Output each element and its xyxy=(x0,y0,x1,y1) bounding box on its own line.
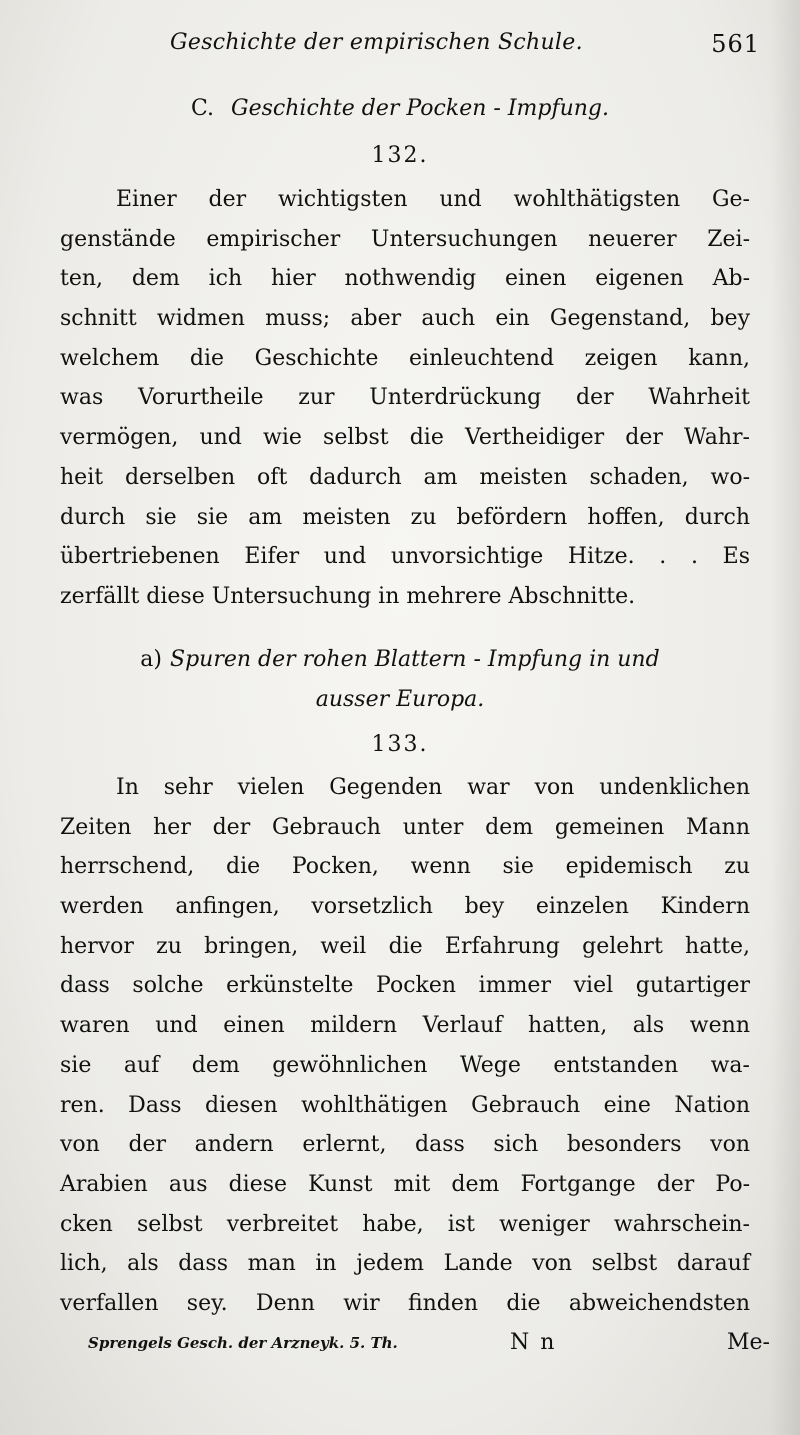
text-line: In sehr vielen Gegenden war von undenklichen xyxy=(116,775,750,800)
text-line: heit derselben oft dadurch am meisten schaden, wo- xyxy=(60,464,750,490)
text-line: werden anfingen, vorsetzlich bey einzelen Kindern xyxy=(60,894,750,920)
text-line: vermögen, und wie selbst die Vertheidiger der Wahr- xyxy=(60,425,750,451)
text-line: schnitt widmen muss; aber auch ein Gegenstand, bey xyxy=(60,306,750,332)
section-title-text: Geschichte der Pocken - Impfung. xyxy=(231,96,610,121)
text-line: durch sie sie am meisten zu befördern hoffen, durch xyxy=(60,504,750,530)
text-line: hervor zu bringen, weil die Erfahrung gelehrt hatte, xyxy=(60,933,750,959)
text-line: genstände empirischer Untersuchungen neuerer Zei- xyxy=(60,226,750,252)
text-line: ten, dem ich hier nothwendig einen eigenen Ab- xyxy=(60,266,750,292)
running-head: Geschichte der empirischen Schule. xyxy=(170,30,583,55)
text-line: dass solche erkünstelte Pocken immer viel gutartiger xyxy=(60,973,750,999)
text-line: welchem die Geschichte einleuchtend zeigen kann, xyxy=(60,345,750,371)
text-line: Arabien aus diese Kunst mit dem Fortgange der Po- xyxy=(60,1171,750,1197)
text-line: sie auf dem gewöhnlichen Wege entstanden wa- xyxy=(60,1052,750,1078)
text-line: waren und einen mildern Verlauf hatten, als wenn xyxy=(60,1013,750,1039)
text-line: übertriebenen Eifer und unvorsichtige Hitze. . . Es xyxy=(60,544,750,570)
paragraph-number: 132. xyxy=(371,143,429,168)
subsection-title-part-1: Spuren der rohen Blattern - Impfung in und xyxy=(170,647,660,672)
section-title xyxy=(0,96,800,121)
subsection-label: a) xyxy=(140,647,162,672)
text-line: ren. Dass diesen wohlthätigen Gebrauch eine Nation xyxy=(60,1092,750,1118)
paragraph-132 xyxy=(60,180,750,617)
text-line: zerfällt diese Untersuchung in mehrere Abschnitte. xyxy=(60,583,636,609)
subsection-heading-line-2: ausser Europa. xyxy=(315,687,485,712)
paragraph-133 xyxy=(60,768,750,1324)
subsection-heading-line-1 xyxy=(0,640,800,680)
text-line: herrschend, die Pocken, wenn sie epidemisch zu xyxy=(60,854,750,880)
subsection-heading xyxy=(0,640,800,720)
signature-mark: N n xyxy=(510,1330,557,1355)
printer-signature: Sprengels Gesch. der Arzneyk. 5. Th. xyxy=(88,1334,398,1352)
text-line: von der andern erlernt, dass sich besonders von xyxy=(60,1132,750,1158)
text-line: Einer der wichtigsten und wohlthätigsten Ge- xyxy=(116,187,750,212)
page-number: 561 xyxy=(711,30,760,58)
section-letter: C. xyxy=(190,96,215,121)
paragraph-number: 133. xyxy=(371,732,429,757)
text-line: Zeiten her der Gebrauch unter dem gemeinen Mann xyxy=(60,814,750,840)
catchword: Me- xyxy=(727,1330,770,1355)
text-line: cken selbst verbreitet habe, ist weniger wahrschein- xyxy=(60,1211,750,1237)
page-footer xyxy=(60,1330,770,1364)
text-line: was Vorurtheile zur Unterdrückung der Wahrheit xyxy=(60,385,750,411)
text-line: verfallen sey. Denn wir finden die abweichendsten xyxy=(60,1290,750,1316)
text-line: lich, als dass man in jedem Lande von selbst darauf xyxy=(60,1251,750,1277)
